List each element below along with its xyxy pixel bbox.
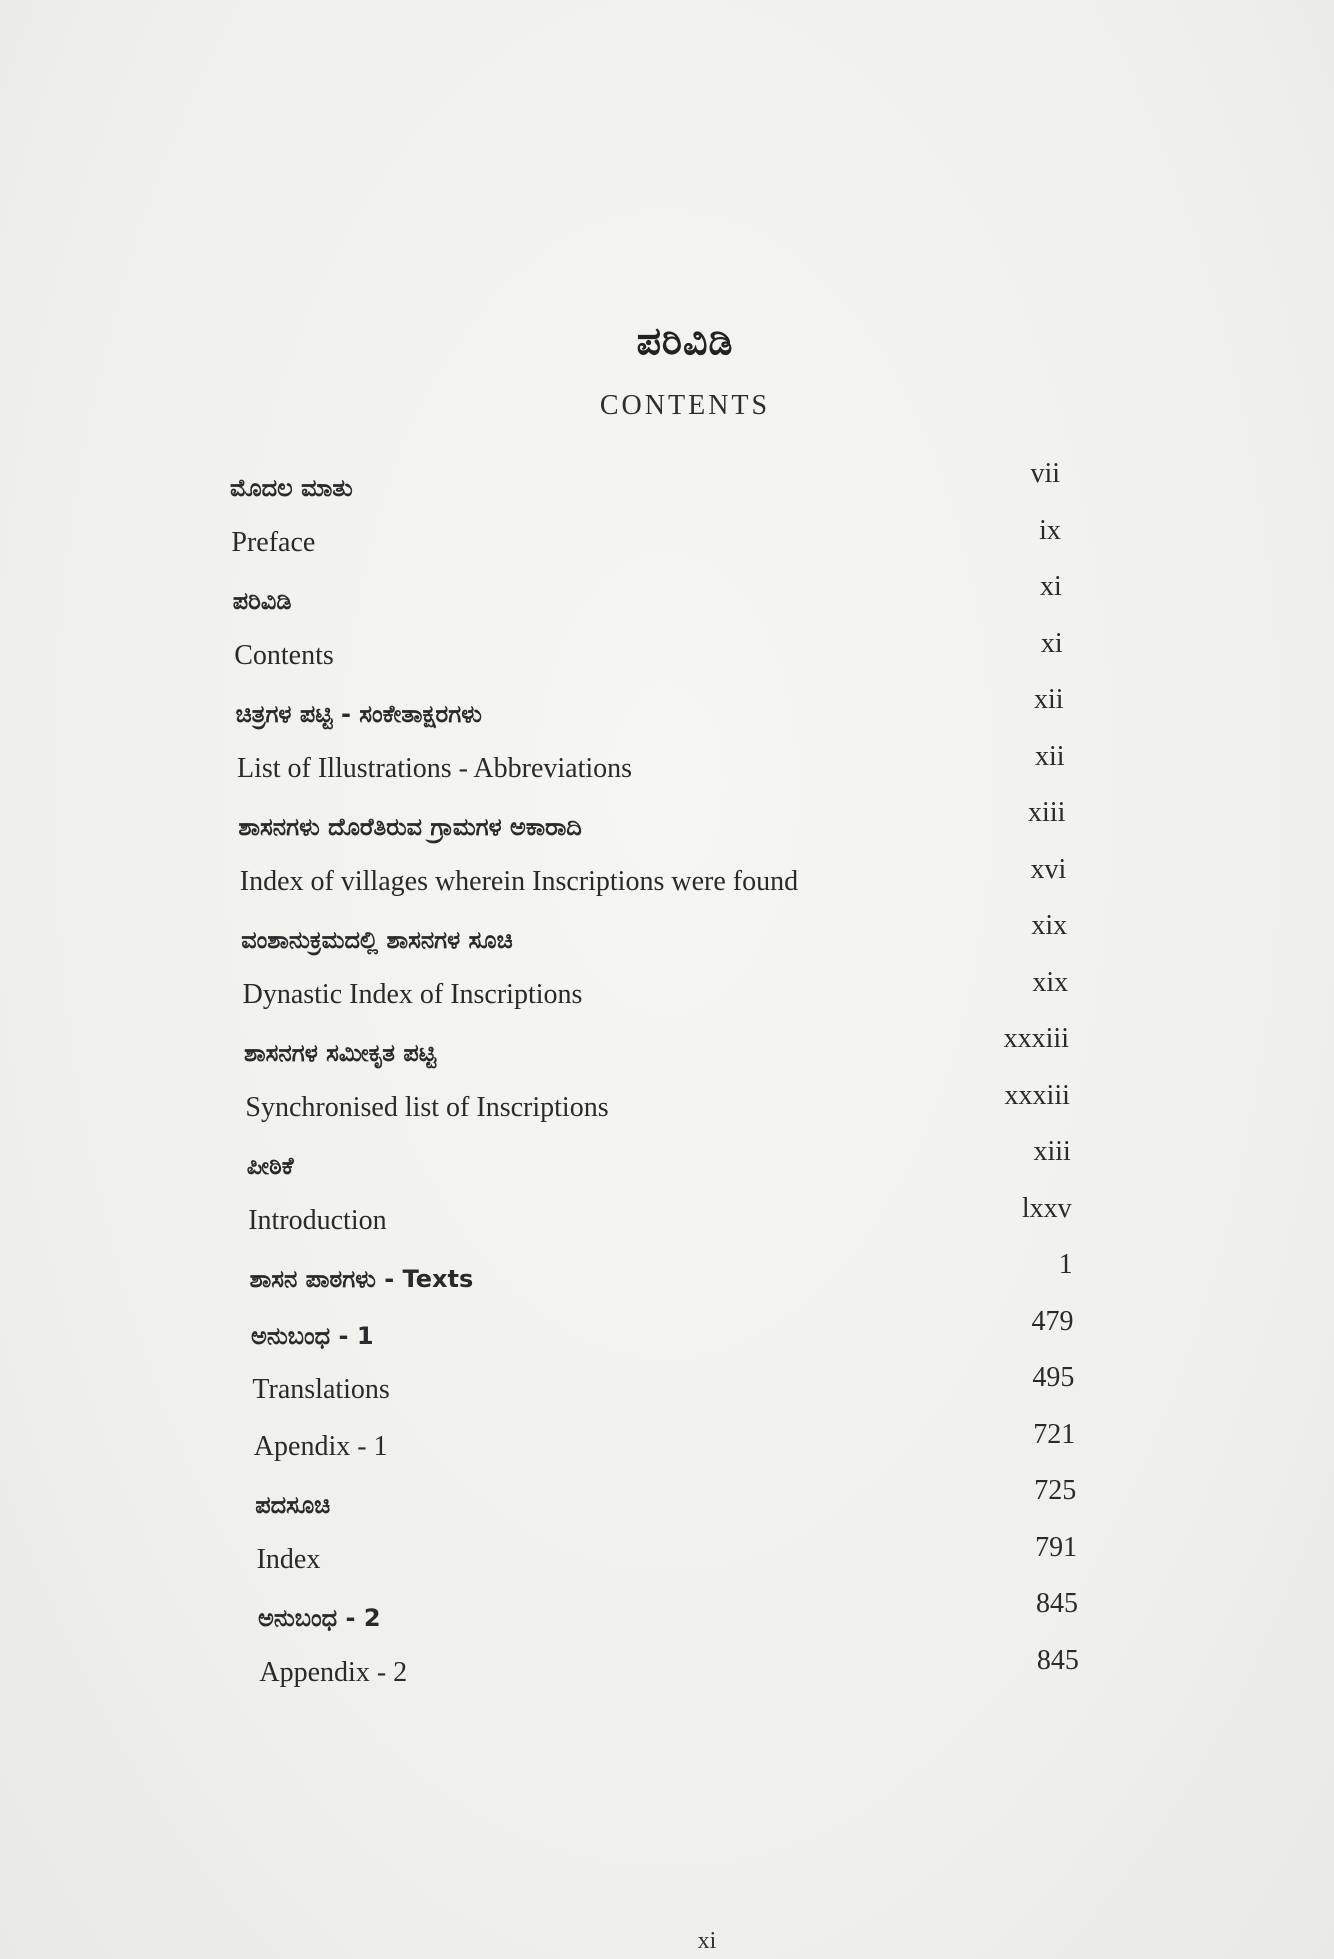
toc-entry — [0, 1192, 1334, 1245]
toc-entry-page: lxxv — [1021, 1192, 1072, 1224]
toc-entry — [0, 1136, 1334, 1188]
toc-entry-title: Contents — [234, 639, 334, 671]
toc-entry-page: 725 — [1034, 1475, 1077, 1506]
toc-entry — [0, 910, 1334, 962]
page-title-kannada: ಪರಿವಿಡಿ — [636, 318, 734, 363]
toc-entry-page: ix — [1039, 514, 1061, 546]
toc-entry — [0, 1531, 1334, 1584]
toc-entry-page: xi — [1040, 627, 1063, 659]
toc-entry-title: Apendix - 1 — [253, 1430, 388, 1462]
toc-entry-page: xii — [1034, 740, 1065, 772]
toc-entry — [0, 1418, 1334, 1471]
toc-entry — [0, 740, 1334, 793]
toc-entry-title: ಶಾಸನ ಪಾಠಗಳು - Texts — [249, 1265, 474, 1293]
toc-entry — [0, 1475, 1334, 1527]
toc-entry-title: Appendix - 2 — [259, 1656, 408, 1688]
toc-entry-page: 721 — [1033, 1418, 1076, 1450]
toc-entry-title: List of Illustrations - Abbreviations — [237, 752, 633, 784]
toc-entry — [0, 966, 1334, 1019]
toc-entry-page: xiii — [1028, 797, 1066, 828]
toc-entry — [0, 514, 1334, 567]
toc-entry-title: ಪರಿವಿಡಿ — [232, 587, 292, 615]
toc-entry-title: ಅನುಬಂಧ - 1 — [251, 1321, 374, 1350]
toc-entry-title: Synchronised list of Inscriptions — [245, 1091, 609, 1123]
toc-entry — [0, 1249, 1334, 1301]
toc-entry — [0, 1023, 1334, 1075]
toc-entry — [0, 1362, 1334, 1414]
toc-entry-title: ಪದಸೂಚಿ — [255, 1491, 331, 1519]
page-title-english: CONTENTS — [599, 390, 771, 421]
toc-entry-title: Dynastic Index of Inscriptions — [242, 978, 583, 1010]
toc-entry — [0, 571, 1334, 623]
toc-entry-page: xxxiii — [1003, 1023, 1069, 1054]
toc-entry-page: 791 — [1035, 1531, 1078, 1563]
toc-entry-title: ಶಾಸನಗಳು ದೊರೆತಿರುವ ಗ್ರಾಮಗಳ ಅಕಾರಾದಿ — [238, 813, 582, 841]
toc-entry-title: ಶಾಸನಗಳ ಸಮೀಕೃತ ಪಟ್ಟಿ — [244, 1039, 437, 1067]
toc-entry-page: xii — [1034, 684, 1064, 715]
toc-entry-title: Index of villages wherein Inscriptions were found — [239, 865, 799, 897]
toc-entry-title: Index — [256, 1543, 321, 1575]
toc-entry-page: 1 — [1058, 1249, 1073, 1280]
toc-entry-title: Preface — [231, 526, 316, 558]
toc-entry — [0, 1305, 1334, 1358]
toc-entry-title: ಮೊದಲ ಮಾತು — [230, 474, 353, 502]
toc-entry-page: xi — [1040, 571, 1062, 602]
page-number-footer: xi — [697, 1928, 717, 1954]
toc-entry — [0, 684, 1334, 736]
toc-entry-page: 495 — [1032, 1362, 1075, 1393]
toc-entry-page: 479 — [1031, 1305, 1074, 1337]
toc-entry-title: ವಂಶಾನುಕ್ರಮದಲ್ಲಿ ಶಾಸನಗಳ ಸೂಚಿ — [241, 926, 513, 954]
toc-entry — [0, 853, 1334, 906]
toc-entry — [0, 1588, 1334, 1640]
toc-entry — [0, 1079, 1334, 1132]
toc-entry — [0, 458, 1334, 510]
toc-entry-page: vii — [1030, 458, 1060, 489]
toc-entry-title: Translations — [252, 1374, 390, 1405]
toc-entry-page: xvi — [1030, 853, 1067, 885]
toc-entry — [0, 797, 1334, 849]
toc-entry — [0, 627, 1334, 680]
toc-entry-page: 845 — [1036, 1644, 1079, 1676]
toc-entry — [0, 1644, 1334, 1697]
toc-entry-title: ಪೀಠಿಕೆ — [246, 1152, 294, 1180]
toc-entry-title: ಚಿತ್ರಗಳ ಪಟ್ಟಿ - ಸಂಕೇತಾಕ್ಷರಗಳು — [235, 700, 482, 728]
toc-entry-page: xix — [1032, 966, 1069, 998]
toc-entry-title: Introduction — [248, 1204, 387, 1236]
toc-entry-page: xiii — [1033, 1136, 1071, 1167]
toc-entry-page: xix — [1031, 910, 1068, 941]
toc-entry-page: 845 — [1036, 1588, 1078, 1619]
toc-entry-page: xxxiii — [1004, 1079, 1070, 1111]
toc-entry-title: ಅನುಬಂಧ - 2 — [258, 1604, 381, 1632]
